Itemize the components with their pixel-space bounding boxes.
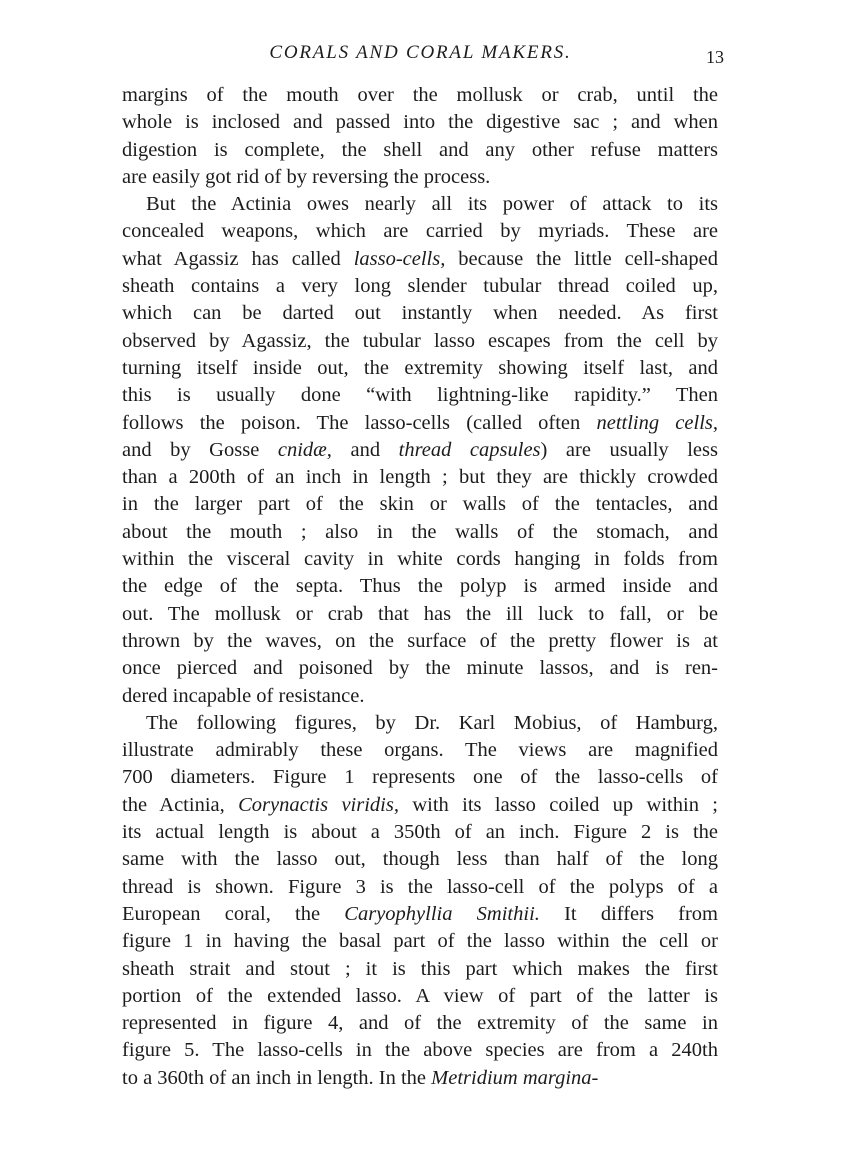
text-run: and [331,438,399,461]
text-line [122,137,718,164]
text-line [122,1065,718,1092]
text-line [122,792,718,819]
text-run: are easily got rid of by reversing the process. [122,165,491,188]
text-line [122,874,718,901]
text-line [122,410,718,437]
text-line [122,437,718,464]
text-run: thread is shown. Figure 3 is the lasso-cell of the polyps of a [122,875,718,898]
italic-text: Metridium margina- [431,1066,599,1089]
text-run: But the Actinia owes nearly all its power of attack to its [146,193,718,216]
text-run: and by Gosse [122,438,278,461]
text-line [122,764,718,791]
text-line [122,956,718,983]
text-run: It differs from [539,902,718,925]
text-run: sheath strait and stout ; it is this part which makes the first [122,957,718,980]
italic-text: Caryophyllia Smithii. [344,902,540,925]
italic-text: nettling cells, [596,411,718,434]
text-run: than a 200th of an inch in length ; but they are thickly crowded [122,466,718,489]
text-run: because the little cell-shaped [445,247,718,270]
text-line [122,819,718,846]
text-run: about the mouth ; also in the walls of the stomach, and [122,520,718,543]
text-run: ) are usually less [540,438,718,461]
text-line [122,901,718,928]
text-run: 700 diameters. Figure 1 represents one of the lasso-cells of [122,766,718,789]
paragraph [122,82,718,191]
text-run: illustrate admirably these organs. The views are magnified [122,739,718,762]
text-run: to a 360th of an inch in length. In the [122,1066,432,1089]
text-line [122,846,718,873]
text-line [122,109,718,136]
body-text [122,82,718,1092]
text-run: The following figures, by Dr. Karl Mobius, of Hamburg, [146,711,718,734]
text-run: with its lasso coiled up within ; [398,793,718,816]
text-run: in the larger part of the skin or walls of the tentacles, and [122,493,718,516]
text-run: same with the lasso out, though less than half of the long [122,848,718,871]
text-run: represented in figure 4, and of the extremity of the same in [122,1012,718,1035]
text-line [122,355,718,382]
text-run: observed by Agassiz, the tubular lasso escapes from the cell by [122,329,718,352]
text-run: figure 5. The lasso-cells in the above species are from a 240th [122,1039,718,1062]
text-line [122,191,718,218]
text-run: the Actinia, [122,793,239,816]
text-line [122,710,718,737]
text-run: what Agassiz has called [122,247,354,270]
text-line [122,983,718,1010]
text-line [122,573,718,600]
text-line [122,655,718,682]
text-line [122,464,718,491]
text-line [122,382,718,409]
text-run: European coral, the [122,902,345,925]
text-line [122,519,718,546]
text-run: whole is inclosed and passed into the digestive sac ; and when [122,111,718,134]
text-run: turning itself inside out, the extremity showing itself last, and [122,356,718,379]
text-line [122,1037,718,1064]
text-run: which can be darted out instantly when needed. As first [122,302,718,325]
text-run: sheath contains a very long slender tubular thread coiled up, [122,275,718,298]
paragraph [122,710,718,1092]
text-run: figure 1 in having the basal part of the lasso within the cell or [122,930,718,953]
text-line [122,300,718,327]
text-run: follows the poison. The lasso-cells (called often [122,411,597,434]
text-line [122,246,718,273]
text-line [122,683,718,710]
text-run: margins of the mouth over the mollusk or crab, until the [122,84,718,106]
text-run: the edge of the septa. Thus the polyp is armed inside and [122,575,718,598]
page-number: 13 [706,47,724,67]
text-line [122,928,718,955]
text-run: once pierced and poisoned by the minute lassos, and is ren- [122,657,718,680]
running-head [123,40,724,67]
text-line [122,737,718,764]
text-run: portion of the extended lasso. A view of part of the latter is [122,984,718,1007]
text-line [122,1010,718,1037]
text-line [122,601,718,628]
text-line [122,164,718,191]
running-title: CORALS AND CORAL MAKERS. [269,42,572,63]
text-run: this is usually done “with lightning-like rapidity.” Then [122,384,718,407]
text-run: its actual length is about a 350th of an inch. Figure 2 is the [122,821,718,844]
text-line [122,328,718,355]
text-line [122,218,718,245]
text-line [122,82,718,109]
text-run: within the visceral cavity in white cords hanging in folds from [122,548,718,571]
italic-text: Corynactis viridis, [238,793,399,816]
text-run: thrown by the waves, on the surface of the pretty flower is at [122,629,718,652]
paragraph [122,191,718,710]
italic-text: thread capsules [398,438,541,461]
text-line [122,546,718,573]
italic-text: lasso-cells, [353,247,446,270]
text-run: digestion is complete, the shell and any other refuse matters [122,138,718,161]
text-run: out. The mollusk or crab that has the ill luck to fall, or be [122,602,718,625]
text-line [122,491,718,518]
text-run: dered incapable of resistance. [122,684,365,707]
text-line [122,273,718,300]
text-run: concealed weapons, which are carried by myriads. These are [122,220,718,243]
text-line [122,628,718,655]
italic-text: cnidæ, [277,438,332,461]
